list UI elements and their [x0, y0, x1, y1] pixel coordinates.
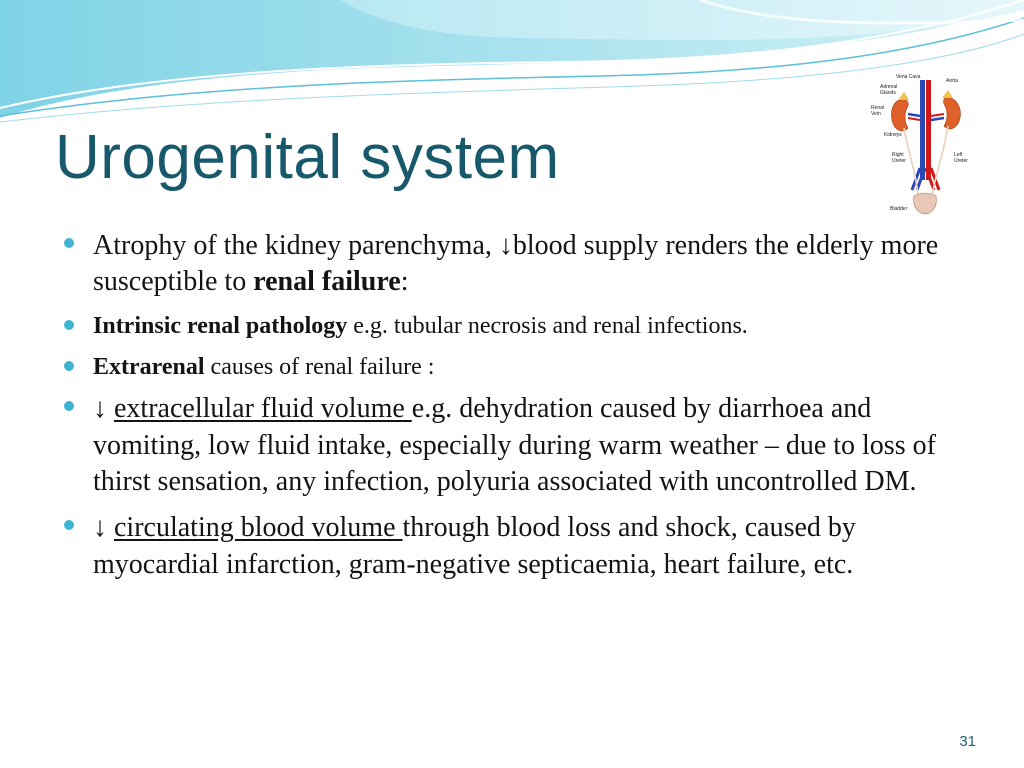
label-adrenal-glands-2: Glands	[880, 90, 896, 96]
label-adrenal-glands-1: Adrenal	[880, 84, 898, 90]
label-aorta: Aorta	[946, 78, 958, 84]
bold-term: renal failure	[253, 266, 401, 298]
bullet-item-circulating	[64, 510, 964, 583]
bullet-item-extracellular	[64, 391, 964, 500]
page-number: 31	[959, 733, 976, 750]
bullet-dot-icon	[64, 320, 74, 330]
bullet-item-extrarenal	[64, 352, 964, 383]
down-arrow-icon: ↓	[93, 512, 114, 544]
label-left-ureter-2: Ureter	[954, 158, 968, 164]
bullet-dot-icon	[64, 520, 74, 530]
label-renal-vein-1: Renal	[871, 105, 885, 111]
bullet-item-intrinsic	[64, 311, 964, 342]
bullet-text: e.g. dehydration caused by diarrhoea and vomiting, low fluid intake, especially during warm weather – due to loss of thirst sensation, any infection, polyuria associated with uncontrolled DM.	[93, 393, 936, 497]
bullet-dot-icon	[64, 401, 74, 411]
bullet-text: :	[400, 266, 409, 298]
label-right-ureter-2: Ureter	[892, 158, 906, 164]
label-renal-vein-2: Vein	[871, 111, 881, 117]
bullet-dot-icon	[64, 238, 74, 248]
label-bladder: Bladder	[890, 206, 908, 212]
bullet-text: e.g. tubular necrosis and renal infections.	[347, 312, 748, 339]
label-vena-cava: Vena Cava	[896, 74, 921, 80]
label-right-ureter-1: Right	[892, 152, 904, 158]
bold-term: Intrinsic renal pathology	[93, 312, 348, 339]
bullet-list	[64, 228, 964, 583]
aorta-shape	[926, 80, 931, 180]
label-kidneys: Kidneys	[884, 132, 902, 138]
vena-cava-shape	[920, 80, 925, 180]
bullet-dot-icon	[64, 361, 74, 371]
bullet-text: Atrophy of the kidney parenchyma, ↓blood supply renders the elderly more susceptible to	[93, 230, 939, 298]
label-left-ureter-1: Left	[954, 152, 963, 158]
bold-term: Extrarenal	[93, 353, 205, 380]
bullet-text: through blood loss and shock, caused by myocardial infarction, gram-negative septicaemia, heart failure, etc.	[93, 512, 856, 580]
bullet-item-atrophy	[64, 228, 964, 301]
underlined-term: extracellular fluid volume	[114, 393, 412, 425]
urinary-system-diagram	[868, 72, 974, 218]
slide-title: Urogenital system	[55, 123, 560, 192]
underlined-term: circulating blood volume	[114, 512, 403, 544]
bullet-text: causes of renal failure :	[204, 353, 435, 380]
down-arrow-icon: ↓	[93, 393, 114, 425]
